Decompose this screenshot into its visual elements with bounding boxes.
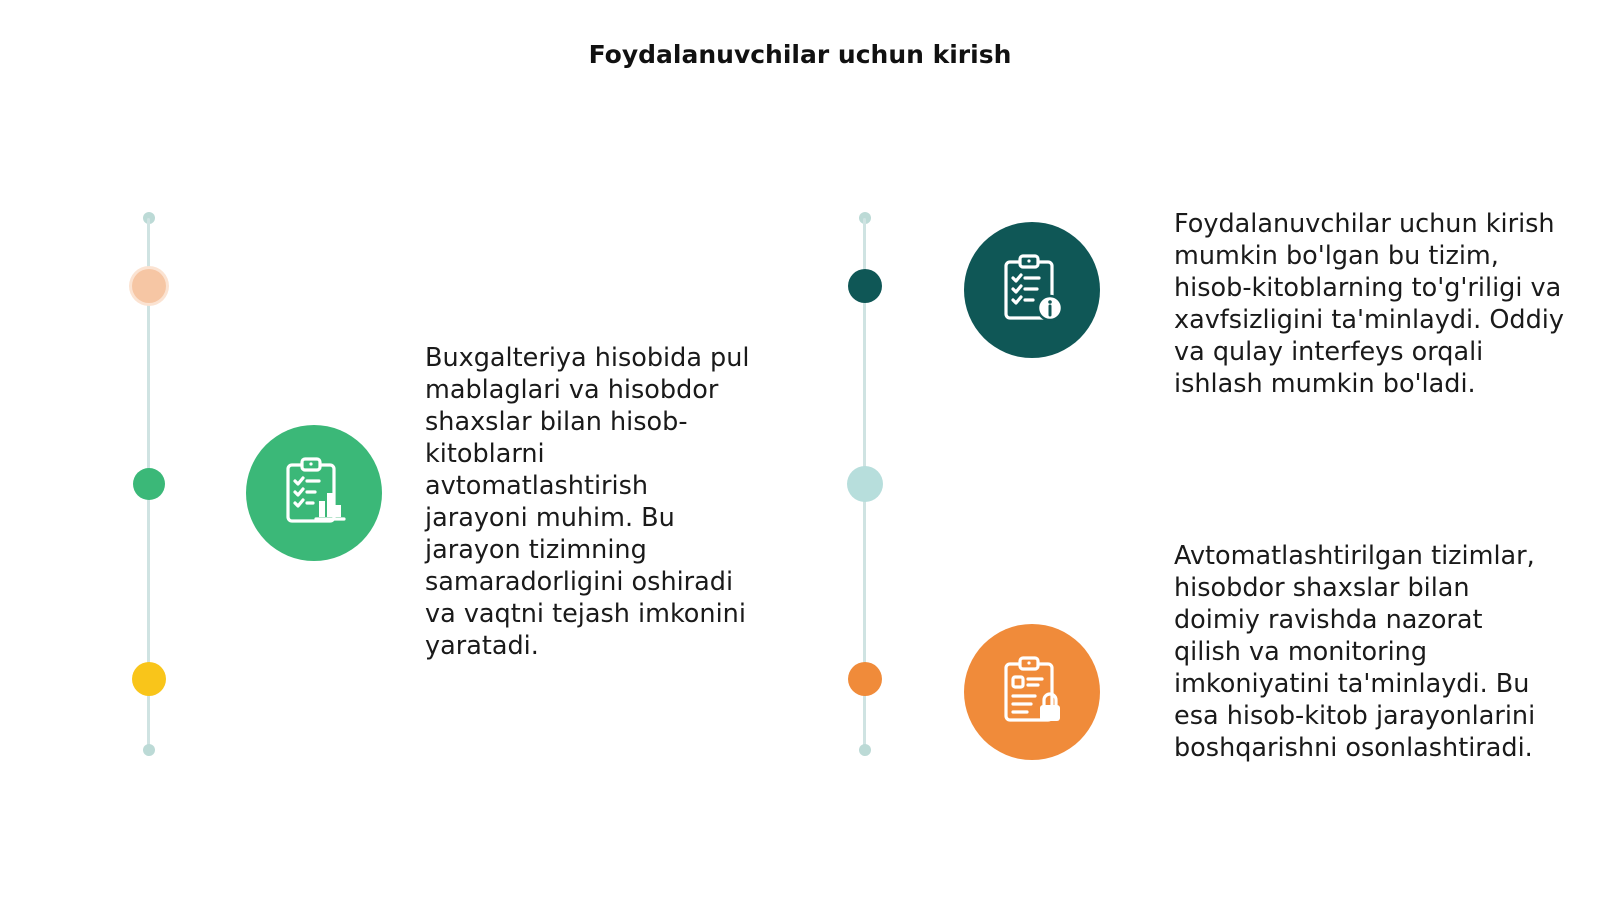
- step-3-circle: [964, 624, 1100, 760]
- step-1-text: Buxgalteriya hisobida pul mablaglari va hisobdor shaxslar bilan hisob-kitoblarni avtomatlashtirish jarayoni muhim. Bu jarayon tizimning samaradorligini oshiradi va vaqtni tejash imkonini yaratadi.: [425, 343, 750, 661]
- step-1-circle: [246, 425, 382, 561]
- timeline-dot-yellow: [132, 662, 166, 696]
- timeline-dot-peach: [132, 269, 166, 303]
- clipboard-info-icon: [992, 248, 1072, 332]
- right-timeline: [845, 210, 885, 770]
- clipboard-chart-icon: [274, 451, 354, 535]
- page-title: Foydalanuvchilar uchun kirish: [588, 40, 1012, 69]
- step-3-text: Avtomatlashtirilgan tizimlar, hisobdor shaxslar bilan doimiy ravishda nazorat qilish va monitoring imkoniyatini ta'minlaydi. Bu esa hisob-kitob jarayonlarini boshqarishni osonlashtiradi.: [1174, 541, 1536, 763]
- step-2-text: Foydalanuvchilar uchun kirish mumkin bo'lgan bu tizim, hisob-kitoblarning to'g'riligi va xavfsizligini ta'minlaydi. Oddiy va qulay interfeys orqali ishlash mumkin bo'ladi.: [1174, 209, 1564, 399]
- timeline-end-cap: [859, 744, 871, 756]
- timeline-dot-teal: [848, 269, 882, 303]
- left-timeline: [129, 210, 169, 770]
- timeline-dot-green: [133, 468, 165, 500]
- clipboard-lock-icon: [992, 650, 1072, 734]
- timeline-dot-mint: [847, 466, 883, 502]
- timeline-end-cap: [143, 744, 155, 756]
- timeline-dot-orange: [848, 662, 882, 696]
- step-2-circle: [964, 222, 1100, 358]
